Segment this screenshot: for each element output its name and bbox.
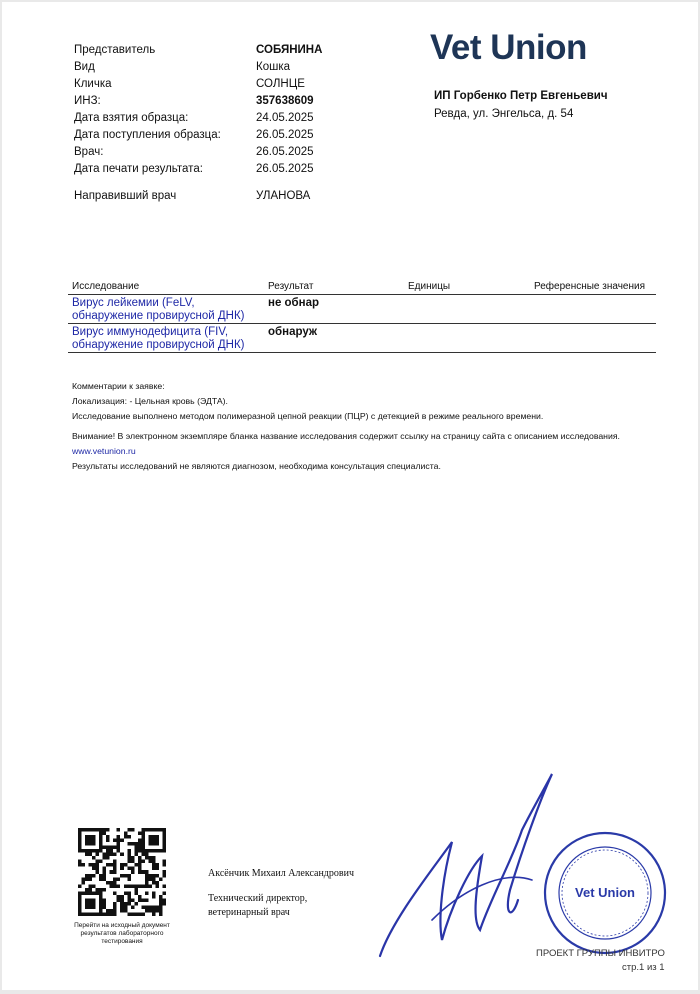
- table-row: [68, 324, 656, 353]
- referring-doctor-value: УЛАНОВА: [256, 190, 311, 202]
- field-label: Вид: [74, 61, 95, 73]
- field-label: Дата печати результата:: [74, 163, 203, 175]
- patient-info-row: [74, 42, 374, 59]
- test-result: обнаруж: [268, 326, 318, 338]
- patient-info-row: [74, 93, 374, 110]
- field-label: Врач:: [74, 146, 104, 158]
- notes-section: [72, 379, 672, 474]
- header-result: Результат: [268, 281, 314, 292]
- signer-title-line-2: ветеринарный врач: [208, 907, 290, 918]
- header-units: Единицы: [408, 281, 451, 292]
- patient-info-row: [74, 127, 374, 144]
- patient-info-row: [74, 76, 374, 93]
- signer-name: Аксёнчик Михаил Александрович: [208, 868, 354, 879]
- field-value: 24.05.2025: [256, 112, 314, 124]
- warning-note: Внимание! В электронном экземпляре бланка название исследования содержит ссылку на страницу сайта с описанием исследования.: [72, 431, 620, 441]
- results-table: [68, 280, 656, 353]
- clinic-name: ИП Горбенко Петр Евгеньевич: [434, 90, 608, 102]
- signer-title-line-1: Технический директор,: [208, 893, 308, 904]
- field-label: Представитель: [74, 44, 156, 56]
- patient-info-row: [74, 161, 374, 178]
- qr-caption: Перейти на исходный документ результатов лабораторного тестирования: [74, 922, 170, 945]
- vet-union-logo: Vet Union: [430, 28, 587, 67]
- patient-info: [74, 42, 374, 178]
- field-value: 357638609: [256, 95, 314, 107]
- project-label: ПРОЕКТ ГРУППЫ ИНВИТРО: [536, 948, 665, 959]
- field-label: ИНЗ:: [74, 95, 101, 107]
- signature-icon: [372, 770, 562, 970]
- test-result: не обнар: [268, 297, 320, 309]
- referring-doctor-label: Направивший врач: [74, 190, 177, 202]
- field-value: СОБЯНИНА: [256, 44, 323, 56]
- table-row: [68, 295, 656, 324]
- field-value: 26.05.2025: [256, 129, 314, 141]
- field-value: СОЛНЦЕ: [256, 78, 305, 90]
- page-number: стр.1 из 1: [622, 962, 665, 973]
- referring-doctor-row: [74, 190, 374, 202]
- disclaimer-note: Результаты исследований не являются диагнозом, необходима консультация специалиста.: [72, 461, 441, 471]
- qr-code-icon[interactable]: [78, 828, 166, 916]
- header-reference: Референсные значения: [534, 281, 646, 292]
- result-document: [2, 2, 698, 990]
- stamp-icon: [542, 830, 668, 956]
- test-name-link[interactable]: Вирус лейкемии (FeLV, обнаружение провирусной ДНК): [72, 297, 245, 322]
- method-note: Исследование выполнено методом полимеразной цепной реакции (ПЦР) с детекцией в режиме реального времени.: [72, 411, 544, 421]
- field-value: 26.05.2025: [256, 146, 314, 158]
- field-value: Кошка: [256, 61, 291, 73]
- patient-info-row: [74, 110, 374, 127]
- test-name-link[interactable]: Вирус иммунодефицита (FIV, обнаружение провирусной ДНК): [72, 326, 245, 351]
- field-value: 26.05.2025: [256, 163, 314, 175]
- field-label: Дата поступления образца:: [74, 129, 221, 141]
- signer-title: [208, 892, 307, 920]
- clinic-address: Ревда, ул. Энгельса, д. 54: [434, 108, 574, 120]
- localization-note: Локализация: - Цельная кровь (ЭДТА).: [72, 396, 228, 406]
- field-label: Кличка: [74, 78, 112, 90]
- comments-label: Комментарии к заявке:: [72, 381, 165, 391]
- table-header: [68, 280, 656, 295]
- patient-info-row: [74, 144, 374, 161]
- field-label: Дата взятия образца:: [74, 112, 189, 124]
- website-link[interactable]: www.vetunion.ru: [72, 446, 136, 456]
- patient-info-row: [74, 59, 374, 76]
- stamp-label: Vet Union: [575, 885, 635, 900]
- header-test: Исследование: [72, 281, 140, 292]
